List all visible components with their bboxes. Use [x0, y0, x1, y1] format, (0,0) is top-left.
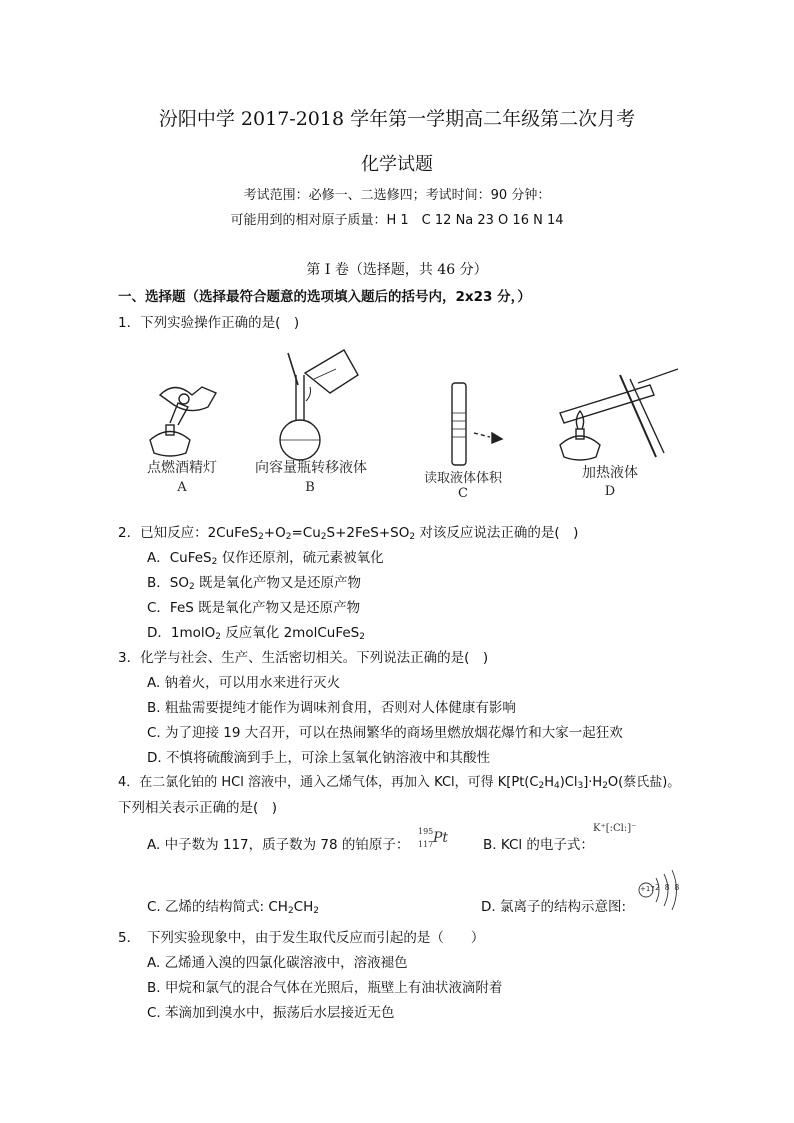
question-5-option-a: A. 乙烯通入溴的四氯化碳溶液中，溶液褪色 — [147, 955, 408, 971]
figure-caption-a: 点燃酒精灯 — [147, 460, 217, 476]
figure-letter-c: C — [458, 486, 468, 501]
figure-letter-a: A — [177, 480, 187, 495]
figure-letter-b: B — [305, 480, 315, 495]
question-1-stem: 1．下列实验操作正确的是( ) — [118, 315, 300, 331]
alcohol-lamp-a-icon — [150, 387, 216, 456]
question-2-stem: 2．已知反应：$2CuFeS_2+O_2=Cu_2S+2FeS+SO_2$ 对该反应说法正确的是( ) — [118, 525, 579, 542]
question-4-stem: 4．在二氯化铂的 HCl 溶液中，通入乙烯气体，再加入 KCl，可得 $K[Pt(C_2H_4)Cl_3]\cdot H_2O$(蔡氏盐)。 — [118, 775, 681, 791]
figure-caption-b: 向容量瓶转移液体 — [255, 460, 367, 476]
graduated-cylinder-icon — [452, 383, 502, 465]
question-4-stem-continued: 下列相关表示正确的是( ) — [118, 800, 278, 816]
kcl-electron-formula: K⁺[:Cl:]⁻ — [593, 823, 637, 834]
platinum-nuclide-notation: 195 117 Pt — [418, 827, 449, 849]
question-5-stem: 5． 下列实验现象中，由于发生取代反应而引起的是（ ） — [118, 930, 485, 946]
question-3-option-a: A. 钠着火，可以用水来进行灭火 — [147, 675, 341, 691]
question-4-option-c: C. 乙烯的结构简式: $CH_2CH_2$ — [147, 899, 319, 916]
section-instruction: 一、选择题（选择最符合题意的选项填入题后的括号内，2x23 分，） — [118, 289, 531, 305]
question-4-option-b: B. KCl 的电子式： — [483, 837, 594, 853]
question-2-option-c: C．FeS 既是氧化产物又是还原产物 — [147, 600, 361, 616]
question-3-option-b: B. 粗盐需要提纯才能作为调味剂食用，否则对人体健康有影响 — [147, 700, 516, 716]
figure-letter-d: D — [604, 484, 616, 499]
heating-test-tube-icon — [560, 369, 678, 460]
exam-subtitle: 化学试题 — [361, 154, 433, 175]
question-4-option-d: D. 氯离子的结构示意图: — [481, 899, 627, 915]
question-5-option-c: C. 苯滴加到溴水中，振荡后水层接近无色 — [147, 1005, 395, 1021]
volumetric-flask-icon — [280, 350, 358, 460]
question-4-option-a: A. 中子数为 117，质子数为 78 的铂原子： — [147, 837, 410, 853]
figure-caption-c: 读取液体体积 — [423, 471, 502, 486]
question-3-option-d: D. 不慎将硫酸滴到手上，可涂上氢氧化钠溶液中和其酸性 — [147, 750, 490, 766]
atomic-masses: 可能用到的相对原子质量：H 1 C 12 Na 23 O 16 N 14 — [230, 213, 564, 228]
section-heading: 第 I 卷（选择题，共 46 分） — [306, 262, 488, 278]
exam-title: 汾阳中学 2017-2018 学年第一学期高二年级第二次月考 — [158, 108, 636, 130]
question-3-option-c: C. 为了迎接 19 大召开，可以在热闹繁华的商场里燃放烟花爆竹和大家一起狂欢 — [147, 725, 623, 741]
chloride-ion-structure-diagram: +17 2 8 8 — [632, 864, 682, 914]
question-2-option-a: A．CuFeS$_2$ 仅作还原剂，硫元素被氧化 — [147, 550, 384, 567]
exam-scope: 考试范围：必修一、二选修四；考试时间：90 分钟： — [243, 188, 551, 203]
question-3-stem: 3．化学与社会、生产、生活密切相关。下列说法正确的是( ) — [118, 650, 489, 666]
question-2-option-b: B．$SO_2$ 既是氧化产物又是还原产物 — [147, 575, 361, 592]
question-5-option-b: B. 甲烷和氯气的混合气体在光照后，瓶壁上有油状液滴附着 — [147, 980, 503, 996]
figure-caption-d: 加热液体 — [582, 465, 638, 481]
question-2-option-d: D．1molO$_2$ 反应氧化 2molCuFeS$_2$ — [147, 625, 365, 642]
